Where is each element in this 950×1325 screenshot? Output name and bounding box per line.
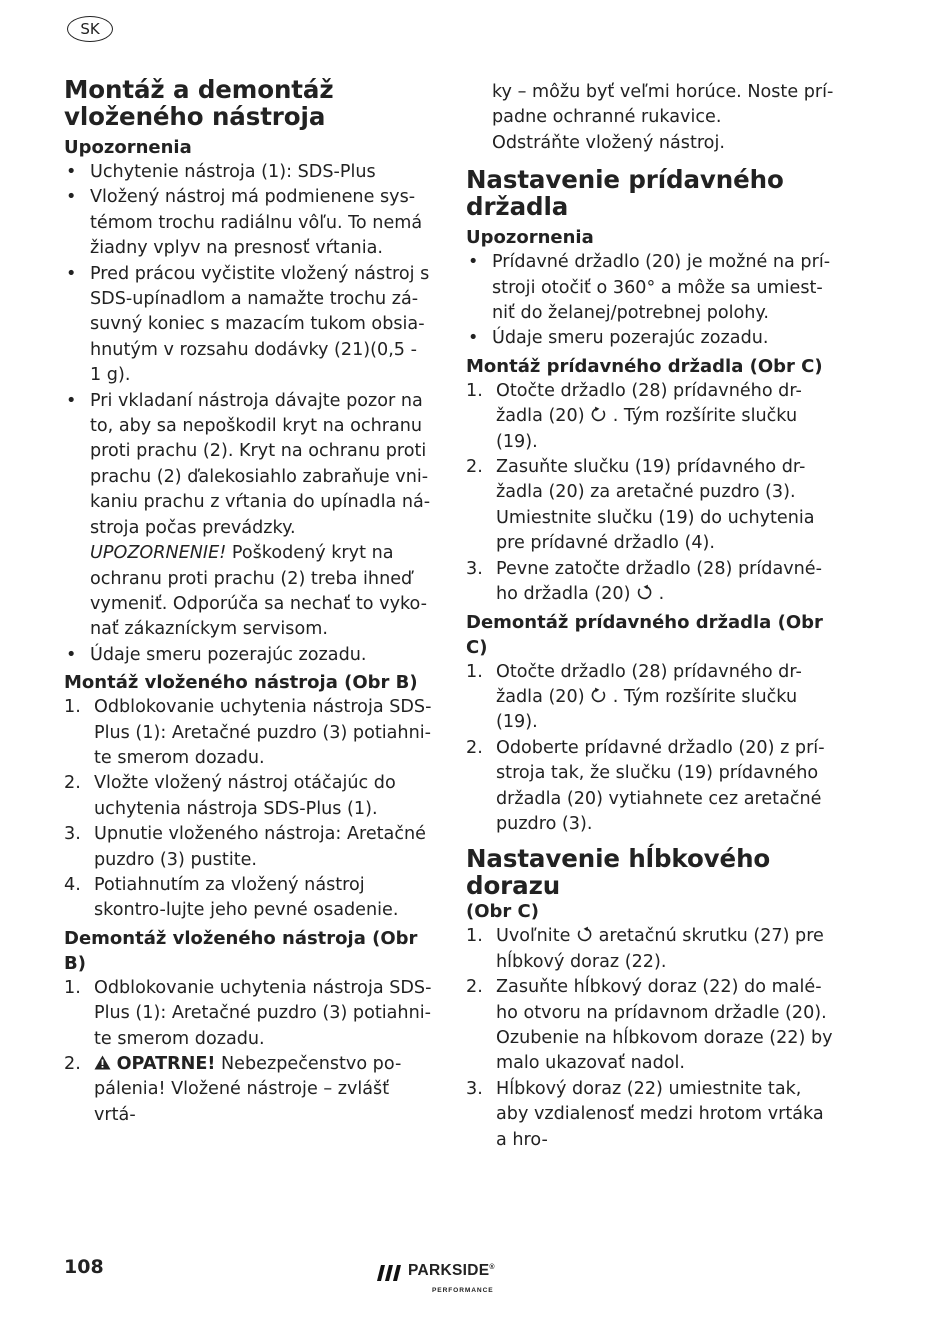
note-label: UPOZORNENIE! (90, 543, 227, 564)
step-item: 4. Potiahnutím za vložený nástroj skontro-lujte jeho pevné osadenie. (64, 874, 399, 921)
subheading-mount-tool: Montáž vloženého nástroja (Obr B) (64, 672, 418, 694)
continued-text: Odstráňte vložený nástroj. (492, 132, 725, 153)
rotate-counterclockwise-icon (636, 584, 653, 601)
step-item: 3. Upnutie vloženého nástroja: Aretačné puzdro (3) pustite. (64, 824, 426, 870)
step-item: 1. Odblokovanie uchytenia nástroja SDS-Plus (1): Aretačné puzdro (3) potiahni-te smerom dozadu. (64, 977, 432, 1049)
brand-name: PARKSIDE® (408, 1262, 495, 1279)
right-column (466, 80, 836, 1153)
notes-list (64, 160, 432, 668)
list-item: • Pri vkladaní nástroja dávajte pozor na to, aby sa nepoškodil kryt na ochranu proti prachu (2). Kryt na ochranu proti prachu (2) ďalekosiahlo zabraňuje vni-kaniu prachu z vŕtania do upínadla ná-stroja počas prevádzky. UPOZORNENIE! Poškodený kryt na ochranu proti prachu (2) treba ihneď vymeniť. Odporúča sa nechať to vyko-nať zákazníckym servisom. (66, 390, 431, 640)
subheading-mount-handle: Montáž prídavného držadla (Obr C) (466, 355, 823, 377)
heading-handle-setting: Nastavenie prídavného držadla (466, 165, 784, 222)
list-item: • Údaje smeru pozerajúc zozadu. (66, 644, 367, 665)
warning-triangle-icon (94, 1055, 111, 1070)
subheading-demount-handle: Demontáž prídavného držadla (Obr C) (466, 611, 823, 658)
caution-label: OPATRNE! (116, 1054, 216, 1074)
language-code: SK (80, 19, 100, 38)
step-item: 3. Hĺbkový doraz (22) umiestnite tak, aby vzdialenosť medzi hrotom vrtáka a hro- (466, 1078, 824, 1150)
step-item: 2. Zasuňte hĺbkový doraz (22) do malé-ho otvoru na prídavnom držadle (20). Ozubenie na hĺbkovom doraze (22) by malo ukazovať nadol. (466, 977, 833, 1074)
subheading-notes: Upozornenia (466, 227, 594, 249)
continued-text: ky – môžu byť veľmi horúce. Noste prí-padne ochranné rukavice. (492, 82, 834, 128)
list-item: • Pred prácou vyčistite vložený nástroj s SDS-upínadlom a namažte trochu zá-suvný koniec s mazacím tukom obsia-hnutým v rozsahu dodávky (21)(0,5 - 1 g). (66, 263, 430, 386)
demount-tool-steps (64, 976, 432, 1128)
demount-handle-steps (466, 660, 836, 838)
depth-stop-steps (466, 924, 836, 1153)
subheading-notes: Upozornenia (64, 137, 192, 158)
step-item: 2. OPATRNE! Nebezpečenstvo po-pálenia! Vložené nástroje – zvlášť vrtá- (64, 1054, 402, 1125)
handle-notes-list (466, 250, 836, 352)
list-item: • Prídavné držadlo (20) je možné na prí-stroji otočiť o 360° a môže sa umiest-niť do želanej/potrebnej polohy. (468, 252, 831, 324)
heading-tool-mount-demount: Montáž a demontáž vloženého nástroja (64, 75, 334, 131)
subheading-figure-ref: (Obr C) (466, 901, 539, 923)
left-column (64, 76, 432, 1128)
list-item: • Uchytenie nástroja (1): SDS-Plus (66, 162, 376, 182)
step-item: 2. Vložte vložený nástroj otáčajúc do uchytenia nástroja SDS-Plus (1). (64, 773, 396, 819)
brand-subline: PERFORMANCE (432, 1287, 494, 1294)
step-item: 1. Otočte držadlo (28) prídavného dr-žadla (20) . Tým rozšírite slučku (19). (466, 661, 802, 733)
rotate-clockwise-icon (590, 406, 607, 423)
language-badge (67, 16, 113, 42)
rotate-clockwise-icon (590, 687, 607, 704)
step-item: 3. Pevne zatočte držadlo (28) prídavné-ho držadla (20) . (466, 558, 822, 605)
heading-depth-stop: Nastavenie hĺbkového dorazu (466, 844, 771, 901)
mount-tool-steps (64, 695, 432, 924)
step-item: 1. Odblokovanie uchytenia nástroja SDS-Plus (1): Aretačné puzdro (3) potiahni-te smerom dozadu. (64, 697, 432, 768)
mount-handle-steps (466, 379, 836, 608)
brand-stripes-icon (376, 1264, 406, 1282)
step-item: 2. Odoberte prídavné držadlo (20) z prí-stroja tak, že slučku (19) prídavného držadla (20) vytiahnete cez aretačné puzdro (3). (466, 737, 825, 834)
page-number: 108 (64, 1256, 104, 1278)
rotate-counterclockwise-icon (576, 926, 593, 943)
list-item: • Vložený nástroj má podmienene sys-témom trochu radiálnu vôľu. To nemá žiadny vplyv na presnosť vŕtania. (66, 187, 423, 259)
list-item: • Údaje smeru pozerajúc zozadu. (468, 328, 769, 349)
step-item: 2. Zasuňte slučku (19) prídavného dr-žadla (20) za aretačné puzdro (3). Umiestnite slučku (19) do uchytenia pre prídavné držadlo (4). (466, 457, 815, 554)
subheading-demount-tool: Demontáž vloženého nástroja (Obr B) (64, 927, 418, 974)
step-item: 1. Uvoľnite aretačnú skrutku (27) pre hĺbkový doraz (22). (466, 926, 824, 972)
brand-logo (376, 1262, 522, 1298)
step-item: 1. Otočte držadlo (28) prídavného dr-žadla (20) . Tým rozšírite slučku (19). (466, 380, 802, 452)
